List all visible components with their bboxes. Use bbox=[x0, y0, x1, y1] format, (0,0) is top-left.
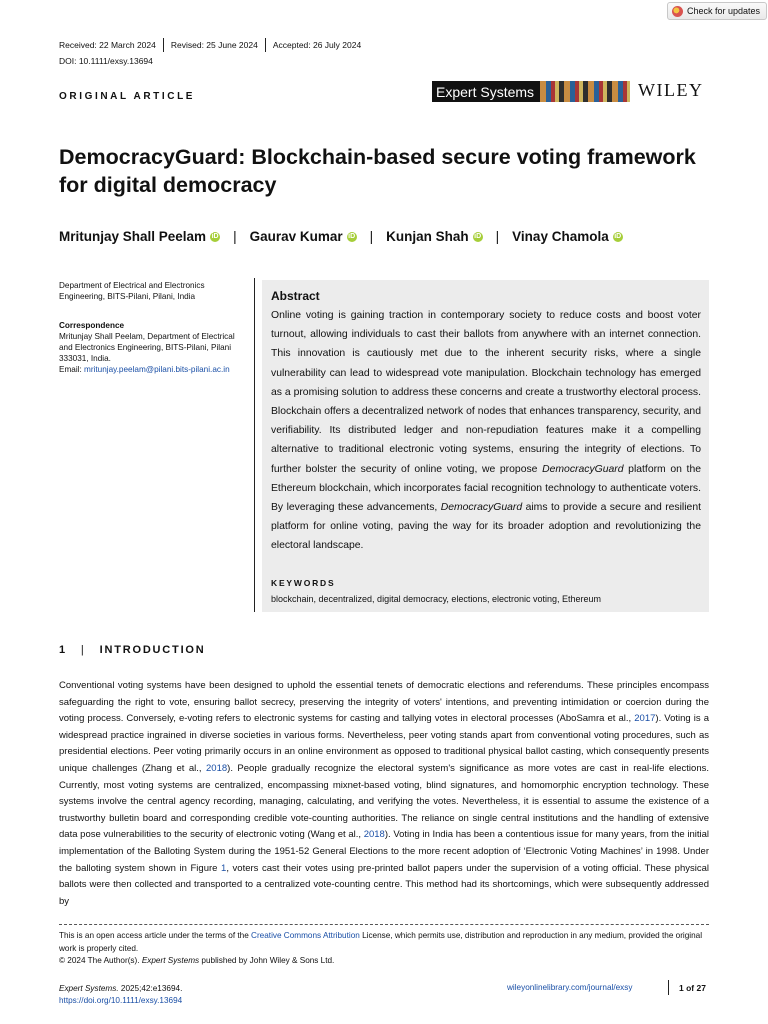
copyright bbox=[59, 955, 709, 968]
abstract-part: platform on the Ethereum blockchain, which incorporates facial recognition technology to authenticate voters. By leveraging these advancements, bbox=[271, 463, 701, 514]
article-title: DemocracyGuard: Blockchain-based secure voting framework for digital democracy bbox=[59, 145, 696, 197]
author-separator: | bbox=[495, 229, 500, 244]
article-dates bbox=[59, 38, 361, 52]
platform-name: DemocracyGuard bbox=[440, 502, 523, 514]
citation-link[interactable]: 2018 bbox=[206, 762, 228, 774]
journal-banner-art bbox=[540, 81, 630, 102]
copyright-journal: Expert Systems bbox=[141, 956, 200, 965]
paragraph-part: ). Voting in India has been a contentious issue for many years, from the initial implementation of the Balloting System during the 1951-52 General Elections to the more recent adoption of ‘Electronic Voting Machines’ in 1998. Under the balloting system shown in Figure bbox=[59, 829, 709, 874]
license-text bbox=[59, 930, 709, 955]
divider bbox=[265, 38, 266, 52]
license-part: License, which permits use, distribution and reproduction in any medium, provided the original work is properly cited. bbox=[59, 931, 703, 953]
column-divider bbox=[254, 278, 255, 612]
email-link[interactable]: mritunjay.peelam@pilani.bits-pilani.ac.in bbox=[84, 365, 230, 374]
received-date: Received: 22 March 2024 bbox=[59, 40, 156, 50]
keywords-text: blockchain, decentralized, digital democracy, elections, electronic voting, Ethereum bbox=[271, 594, 602, 604]
copyright-part: published by John Wiley & Sons Ltd. bbox=[199, 956, 335, 965]
correspondence-text: Mritunjay Shall Peelam, Department of Electrical and Electronics Engineering, BITS-Pilani, Pilani 333031, India. bbox=[59, 332, 235, 363]
paragraph-part: Conventional voting systems have been designed to uphold the essential tenets of democratic elections and referendums. These principles encompass safeguarding the right to vote, ensuring ballot secrecy, preserving the integrity of voters' intentions, and preventing intimidation or coercion during the voting process. Conversely, e-voting refers to electronic systems for casting and tallying votes in electoral processes (AboSamra et al., bbox=[59, 680, 709, 725]
footer-volume: 2025;42:e13694. bbox=[118, 984, 183, 993]
revised-date: Revised: 25 June 2024 bbox=[170, 40, 258, 50]
footer-citation-line bbox=[59, 983, 182, 995]
journal-name: Expert Systems bbox=[436, 83, 535, 100]
email-label: Email: bbox=[59, 365, 85, 374]
journal-logo bbox=[432, 81, 630, 102]
abstract-heading: Abstract bbox=[271, 289, 320, 303]
publisher-logo: WILEY bbox=[638, 80, 704, 100]
footer-doi-link[interactable]: https://doi.org/10.1111/exsy.13694 bbox=[59, 996, 183, 1005]
author-separator: | bbox=[233, 229, 237, 244]
correspondence bbox=[59, 320, 249, 375]
license-part: This is an open access article under the terms of the bbox=[59, 931, 252, 940]
orcid-icon[interactable]: iD bbox=[348, 232, 356, 240]
check-for-updates-label: Check for updates bbox=[687, 6, 761, 16]
paragraph-part: , voters cast their votes using pre-printed ballot papers under the supervision of a voting official. These physical ballots were then collected and transported to a centralized vote-counting centre. This method had its shortcomings, which were subsequently addressed by bbox=[59, 862, 709, 907]
footer-divider bbox=[668, 980, 669, 995]
divider bbox=[163, 38, 164, 52]
journal-website-link[interactable]: wileyonlinelibrary.com/journal/exsy bbox=[507, 983, 633, 992]
section-heading bbox=[59, 644, 206, 656]
section-separator: | bbox=[80, 644, 86, 656]
introduction-paragraph bbox=[59, 678, 709, 910]
abstract-text bbox=[271, 306, 701, 556]
author-list bbox=[59, 229, 623, 244]
figure-link[interactable]: 1 bbox=[221, 862, 227, 874]
license-note bbox=[59, 930, 709, 968]
author-name[interactable]: Mritunjay Shall Peelam bbox=[59, 229, 207, 244]
license-link[interactable]: Creative Commons Attribution bbox=[251, 931, 360, 940]
abstract-part: aims to provide a secure and resilient platform for online voting, paving the way for its broader adoption and revolutionizing the electoral landscape. bbox=[271, 502, 701, 552]
copyright-part: © 2024 The Author(s). bbox=[59, 956, 142, 965]
footnote-divider bbox=[59, 924, 709, 925]
abstract-part: Online voting is gaining traction in contemporary society to reduce costs and boost voter turnout, allowing individuals to cast their ballots from anywhere with an internet connection. This innovation is cautiously met due to the inherent security risks, where a single vulnerability can lead to widespread vote manipulation. Blockchain technology has emerged as a promising solution to address these concerns and create a trustworthy electoral process. Blockchain offers a decentralized network of nodes that enhances transparency, security, and verifiability. Its distributed ledger and non-repudiation features make it a compelling alternative to traditional electronic voting systems, ensuring the integrity of elections. To further bolster the security of online voting, we propose bbox=[271, 310, 701, 475]
paragraph-part: ). People gradually recognize the electoral system's significance as more votes are cast in real-life elections. Currently, most voting systems are centralized, encompassing mixnet-based voting, blind signatures, and homomorphic encryption technology. These systems involve the central agency recording, managing, calculating, and verifying the votes. Nevertheless, it is essential to assume the existence of a trustworthy bulletin board and corresponding credible vote-counting authorities. The reliance on single central institutions and the handling of extensive data pose vulnerabilities to the security of electronic voting (Wang et al., bbox=[59, 762, 709, 841]
section-title: INTRODUCTION bbox=[99, 644, 206, 656]
orcid-icon[interactable]: iD bbox=[614, 232, 622, 240]
correspondence-email-line bbox=[59, 364, 249, 375]
page-number: 1 of 27 bbox=[679, 983, 706, 993]
platform-name: DemocracyGuard bbox=[542, 463, 624, 475]
article-type: ORIGINAL ARTICLE bbox=[59, 91, 196, 102]
correspondence-label: Correspondence bbox=[59, 321, 125, 330]
author-name[interactable]: Gaurav Kumar bbox=[249, 229, 343, 244]
keywords-heading: KEYWORDS bbox=[271, 578, 336, 588]
footer-citation bbox=[59, 983, 182, 1007]
citation-link[interactable]: 2018 bbox=[363, 829, 385, 841]
orcid-icon[interactable]: iD bbox=[474, 232, 482, 240]
citation-link[interactable]: 2017 bbox=[634, 713, 656, 725]
affiliation: Department of Electrical and Electronics Engineering, BITS-Pilani, Pilani, India bbox=[59, 281, 205, 301]
section-number: 1 bbox=[59, 644, 67, 656]
author-name[interactable]: Kunjan Shah bbox=[386, 229, 469, 244]
paragraph-part: ). Voting is a widespread practice ingrained in diverse societies in various forms. Nevertheless, peer voting stands apart from conventional voting procedures, such as presidential elections. Peer voting primarily occurs in an online environment as opposed to traditional physical ballot casting, which consequently presents unique challenges (Zhang et al., bbox=[59, 713, 710, 774]
author-separator: | bbox=[369, 229, 374, 244]
crossmark-icon bbox=[672, 6, 683, 17]
author-name[interactable]: Vinay Chamola bbox=[512, 229, 609, 244]
accepted-date: Accepted: 26 July 2024 bbox=[272, 40, 362, 50]
doi: DOI: 10.1111/exsy.13694 bbox=[59, 56, 153, 66]
orcid-icon[interactable]: iD bbox=[211, 232, 219, 240]
footer-journal: Expert Systems. bbox=[59, 984, 119, 993]
check-for-updates-button[interactable] bbox=[667, 2, 767, 20]
